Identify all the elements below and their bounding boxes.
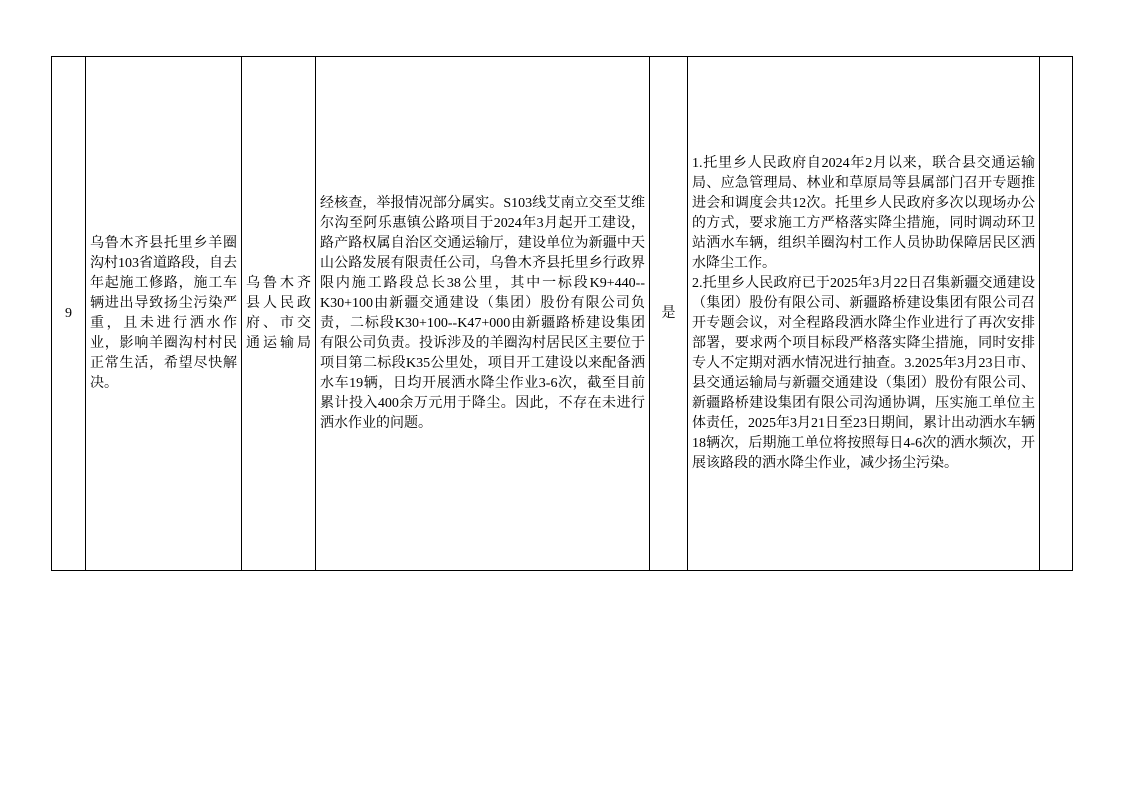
table-row [52,57,1073,571]
investigation-finding: 经核查，举报情况部分属实。S103线艾南立交至艾维尔沟至阿乐惠镇公路项目于2024年3月起开工建设，路产路权属自治区交通运输厅，建设单位为新疆中天山公路发展有限责任公司，乌鲁木齐县托里乡行政界限内施工路段总长38公里，其中一标段K9+440--K30+100由新疆交通建设（集团）股份有限公司负责，二标段K30+100--K47+000由新疆路桥建设集团有限公司负责。投诉涉及的羊圈沟村居民区主要位于项目第二标段K35公里处，项目开工建设以来配备洒水车19辆，日均开展洒水降尘作业3-6次，截至目前累计投入400余万元用于降尘。因此，不存在未进行洒水作业的问题。 [316,57,650,571]
responsible-department: 乌鲁木齐县人民政府、市交通运输局 [242,57,316,571]
action-paragraph-2: 2.托里乡人民政府已于2025年3月22日召集新疆交通建设（集团）股份有限公司、新疆路桥建设集团有限公司召开专题会议，对全程路段洒水降尘作业进行了再次安排部署，要求两个项目标段严格落实降尘措施，同时安排专人不定期对洒水情况进行抽查。3.2025年3月23日市、县交通运输局与新疆交通建设（集团）股份有限公司、新疆路桥建设集团有限公司沟通协调，压实施工单位主体责任，2025年3月21日至23日期间，累计出动洒水车辆18辆次，后期施工单位将按照每日4-6次的洒水频次，开展该路段的洒水降尘作业，减少扬尘污染。 [692,275,1035,471]
row-number: 9 [52,57,86,571]
verified-flag: 是 [650,57,688,571]
action-paragraph-1: 1.托里乡人民政府自2024年2月以来，联合县交通运输局、应急管理局、林业和草原局等县属部门召开专题推进会和调度会共12次。托里乡人民政府多次以现场办公的方式，要求施工方严格落实降尘措施，同时调动环卫站洒水车辆，组织羊圈沟村工作人员协助保障居民区洒水降尘工作。 [692,155,1035,271]
complaint-table [51,56,1073,571]
remarks-cell [1040,57,1073,571]
complaint-content: 乌鲁木齐县托里乡羊圈沟村103省道路段，自去年起施工修路，施工车辆进出导致扬尘污染严重，且未进行洒水作业，影响羊圈沟村村民正常生活，希望尽快解决。 [86,57,242,571]
rectification-actions [688,57,1040,571]
